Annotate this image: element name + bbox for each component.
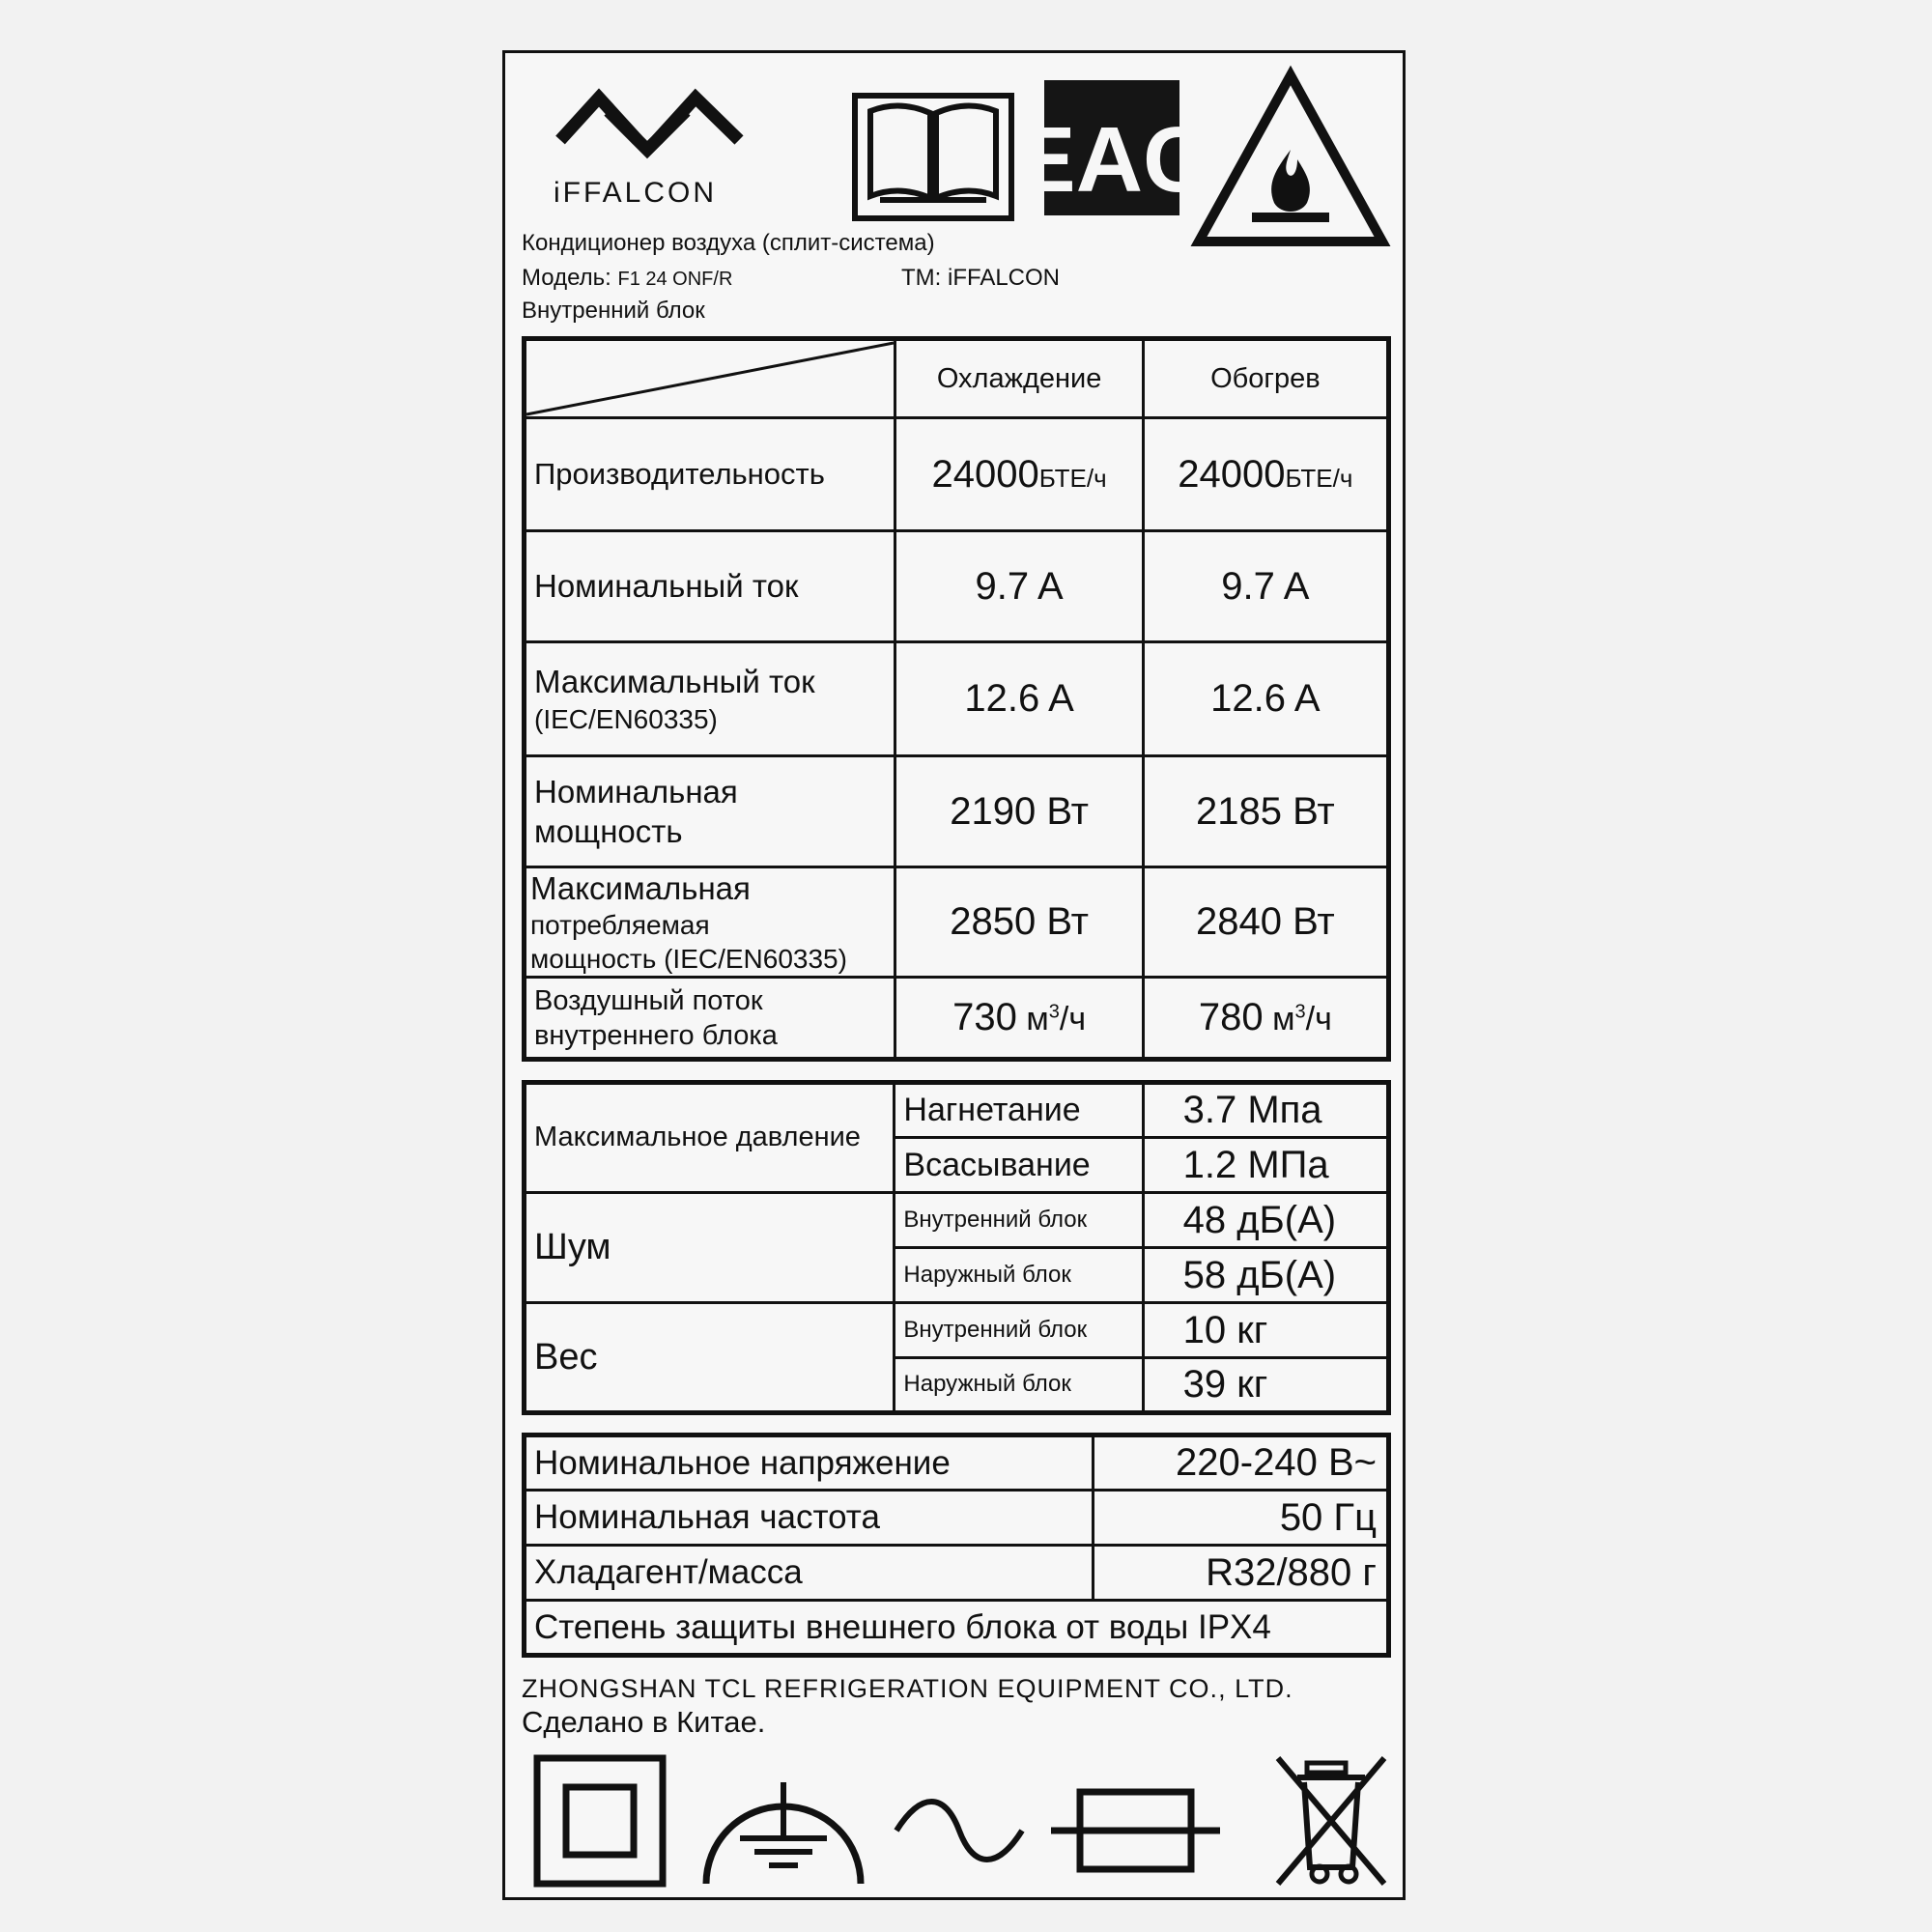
pressure-label: Максимальное давление (525, 1083, 895, 1193)
table-row (525, 1601, 1389, 1656)
frequency-value: 50 Гц (1094, 1491, 1389, 1546)
specs-table (522, 336, 1391, 1062)
indoor-label: Внутренний блок (895, 1193, 1143, 1248)
suction-label: Всасывание (895, 1138, 1143, 1193)
row-label: Воздушный поток внутреннего блока (525, 978, 895, 1060)
row-label: Номинальная мощность (525, 756, 895, 867)
frequency-label: Номинальная частота (525, 1491, 1094, 1546)
weee-bin-icon (1273, 1753, 1389, 1889)
table-row (525, 1546, 1389, 1601)
weight-indoor-value: 10 кг (1143, 1303, 1388, 1358)
table-row (525, 1083, 1389, 1138)
heating-value: 24000БТЕ/ч (1143, 418, 1388, 531)
ip-rating-label: Степень защиты внешнего блока от воды IPX4 (525, 1601, 1389, 1656)
table-row (525, 1435, 1389, 1491)
voltage-value: 220-240 В~ (1094, 1435, 1389, 1491)
refrigerant-label: Хладагент/масса (525, 1546, 1094, 1601)
refrigerant-value: R32/880 г (1094, 1546, 1389, 1601)
brand-logo-icon (555, 71, 749, 167)
eac-mark-icon (1013, 80, 1210, 215)
diagonal-line (526, 341, 894, 416)
extra-table (522, 1080, 1391, 1415)
table-row (525, 1303, 1389, 1358)
manual-book-icon (851, 92, 1015, 222)
heating-value: 9.7 A (1143, 531, 1388, 642)
noise-label: Шум (525, 1193, 895, 1303)
discharge-value: 3.7 Мпа (1143, 1083, 1388, 1138)
cooling-value: 24000БТЕ/ч (895, 418, 1143, 531)
col-heating: Обогрев (1143, 339, 1388, 418)
col-cooling: Охлаждение (895, 339, 1143, 418)
table-row (525, 531, 1389, 642)
cooling-value: 9.7 A (895, 531, 1143, 642)
fuse-icon (1051, 1753, 1220, 1889)
electrical-table (522, 1433, 1391, 1658)
table-row (525, 978, 1389, 1060)
outdoor-label: Наружный блок (895, 1248, 1143, 1303)
manufacturer: ZHONGSHAN TCL REFRIGERATION EQUIPMENT CO., LTD. (522, 1674, 1293, 1703)
indoor-label: Внутренний блок (895, 1303, 1143, 1358)
specs-header-row (525, 339, 1389, 418)
discharge-label: Нагнетание (895, 1083, 1143, 1138)
weight-outdoor-value: 39 кг (1143, 1358, 1388, 1413)
trademark: TM: iFFALCON (901, 265, 1061, 291)
heating-value: 2185 Вт (1143, 756, 1388, 867)
rating-plate (502, 50, 1406, 1900)
row-label: Производительность (525, 418, 895, 531)
ground-icon (696, 1753, 870, 1889)
made-in: Сделано в Китае. (522, 1705, 766, 1739)
cooling-value: 12.6 A (895, 642, 1143, 756)
flammable-warning-icon (1189, 68, 1392, 251)
table-row (525, 418, 1389, 531)
table-row (525, 1193, 1389, 1248)
cooling-value: 730 $м^3/ч$ (895, 978, 1143, 1060)
noise-outdoor-value: 58 дБ(А) (1143, 1248, 1388, 1303)
voltage-label: Номинальное напряжение (525, 1435, 1094, 1491)
model-line (522, 265, 732, 292)
product-title: Кондиционер воздуха (сплит-система) (522, 230, 935, 256)
model-label: Модель: (522, 265, 611, 291)
unit-type: Внутренний блок (522, 298, 705, 324)
cooling-value: 2850 Вт (895, 867, 1143, 978)
svg-text:EAC: EAC (1013, 108, 1210, 212)
table-row (525, 756, 1389, 867)
ac-sine-icon (892, 1753, 1027, 1889)
model-value: F1 24 ONF/R (617, 269, 733, 290)
brand-name: iFFALCON (554, 177, 718, 209)
weight-label: Вес (525, 1303, 895, 1413)
row-label: Максимальный ток (IEC/EN60335) (525, 642, 895, 756)
table-row (525, 642, 1389, 756)
cooling-value: 2190 Вт (895, 756, 1143, 867)
diagonal-cell (525, 339, 895, 418)
row-label: Максимальная потребляемая мощность (IEC/EN60335) (525, 867, 895, 978)
double-insulation-icon (532, 1753, 668, 1889)
table-row (525, 1491, 1389, 1546)
heating-value: 2840 Вт (1143, 867, 1388, 978)
table-row (525, 867, 1389, 978)
heating-value: 12.6 A (1143, 642, 1388, 756)
row-label: Номинальный ток (525, 531, 895, 642)
noise-indoor-value: 48 дБ(А) (1143, 1193, 1388, 1248)
heating-value: 780 $м^3/ч$ (1143, 978, 1388, 1060)
suction-value: 1.2 МПа (1143, 1138, 1388, 1193)
outdoor-label: Наружный блок (895, 1358, 1143, 1413)
